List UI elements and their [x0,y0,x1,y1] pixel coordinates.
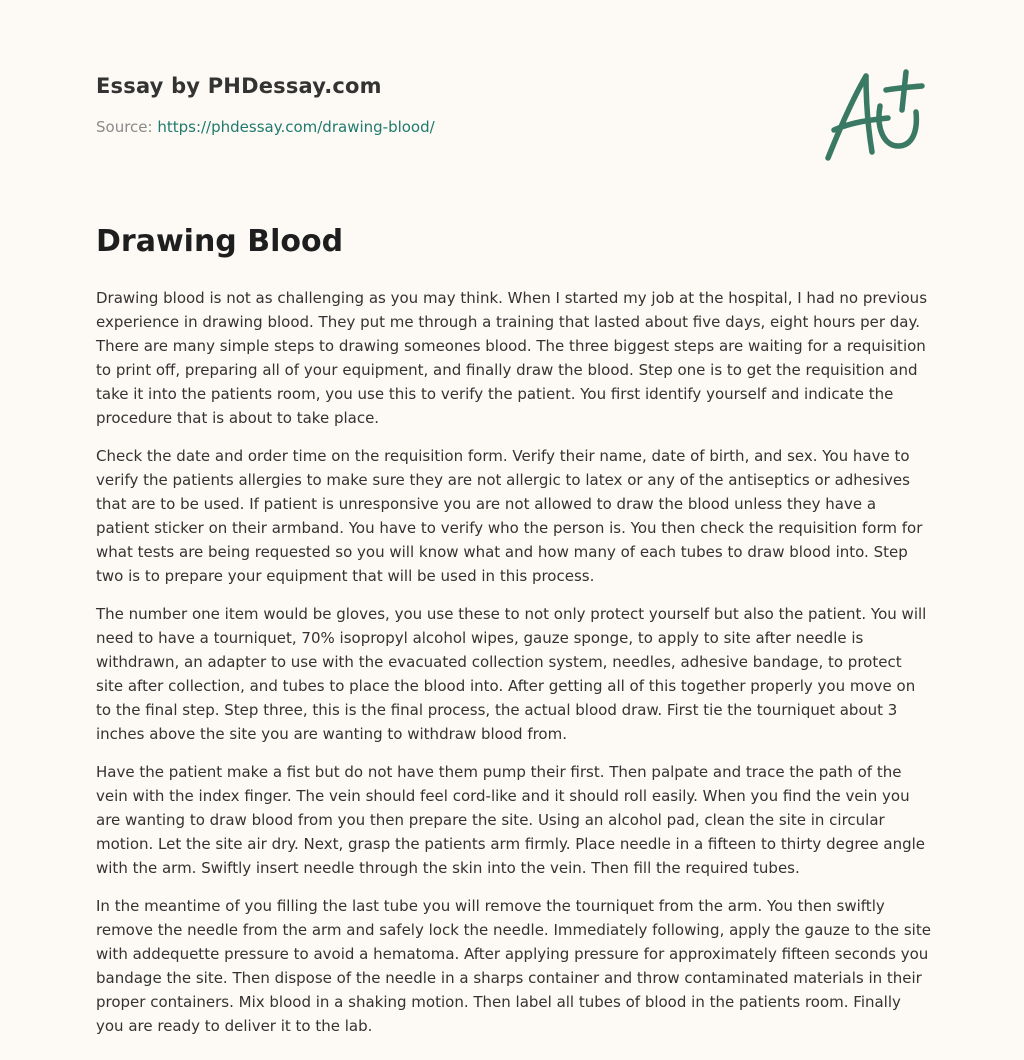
essay-title: Drawing Blood [96,224,344,259]
essay-paragraph: Have the patient make a fist but do not have them pump their first. Then palpate and trace the path of the vein with the index finger. The vein should feel cord-like and it should roll easily. When you find the vein you are wanting to draw blood from you then prepare the site. Using an alcohol pad, clean the site in circular motion. Let the site air dry. Next, grasp the patients arm firmly. Place needle in a fifteen to thirty degree angle with the arm. Swiftly insert needle through the skin into the vein. Then fill the required tubes. [96,763,926,877]
essay-paragraph: The number one item would be gloves, you use these to not only protect yourself but also the patient. You will need to have a tourniquet, 70% isopropyl alcohol wipes, gauze sponge, to apply to site after needle is withdrawn, an adapter to use with the evacuated collection system, needles, adhesive bandage, to protect site after collection, and tubes to place the blood into. After getting all of this together properly you move on to the final step. Step three, this is the final process, the actual blood draw. First tie the tourniquet about 3 inches above the site you are wanting to withdraw blood from. [96,605,927,743]
a-plus-logo-icon [818,66,930,166]
source-line [96,118,696,136]
source-label: Source: [96,118,158,136]
essay-paragraph: Check the date and order time on the requisition form. Verify their name, date of birth, and sex. You have to verify the patients allergies to make sure they are not allergic to latex or any of the antiseptics or adhesives that are to be used. If patient is unresponsive you are not allowed to draw the blood unless they have a patient sticker on their armband. You have to verify who the person is. You then check the requisition form for what tests are being requested so you will know what and how many of each tubes to draw blood into. Step two is to prepare your equipment that will be used in this process. [96,447,923,585]
essay-body [96,286,932,1052]
source-link[interactable]: https://phdessay.com/drawing-blood/ [157,118,435,136]
essay-paragraph: In the meantime of you filling the last tube you will remove the tourniquet from the arm. You then swiftly remove the needle from the arm and safely lock the needle. Immediately following, apply the gauze to the site with addequette pressure to avoid a hematoma. After applying pressure for approximately fifteen seconds you bandage the site. Then dispose of the needle in a sharps container and throw contaminated materials in their proper containers. Mix blood in a shaking motion. Then label all tubes of blood in the patients room. Finally you are ready to deliver it to the lab. [96,897,931,1035]
essay-paragraph: Drawing blood is not as challenging as you may think. When I started my job at the hospital, I had no previous experience in drawing blood. They put me through a training that lasted about five days, eight hours per day. There are many simple steps to drawing someones blood. The three biggest steps are waiting for a requisition to print off, preparing all of your equipment, and finally draw the blood. Step one is to get the requisition and take it into the patients room, you use this to verify the patient. You first identify yourself and indicate the procedure that is about to take place. [96,289,928,427]
site-title: Essay by PHDessay.com [96,74,382,98]
document-header [96,74,696,136]
